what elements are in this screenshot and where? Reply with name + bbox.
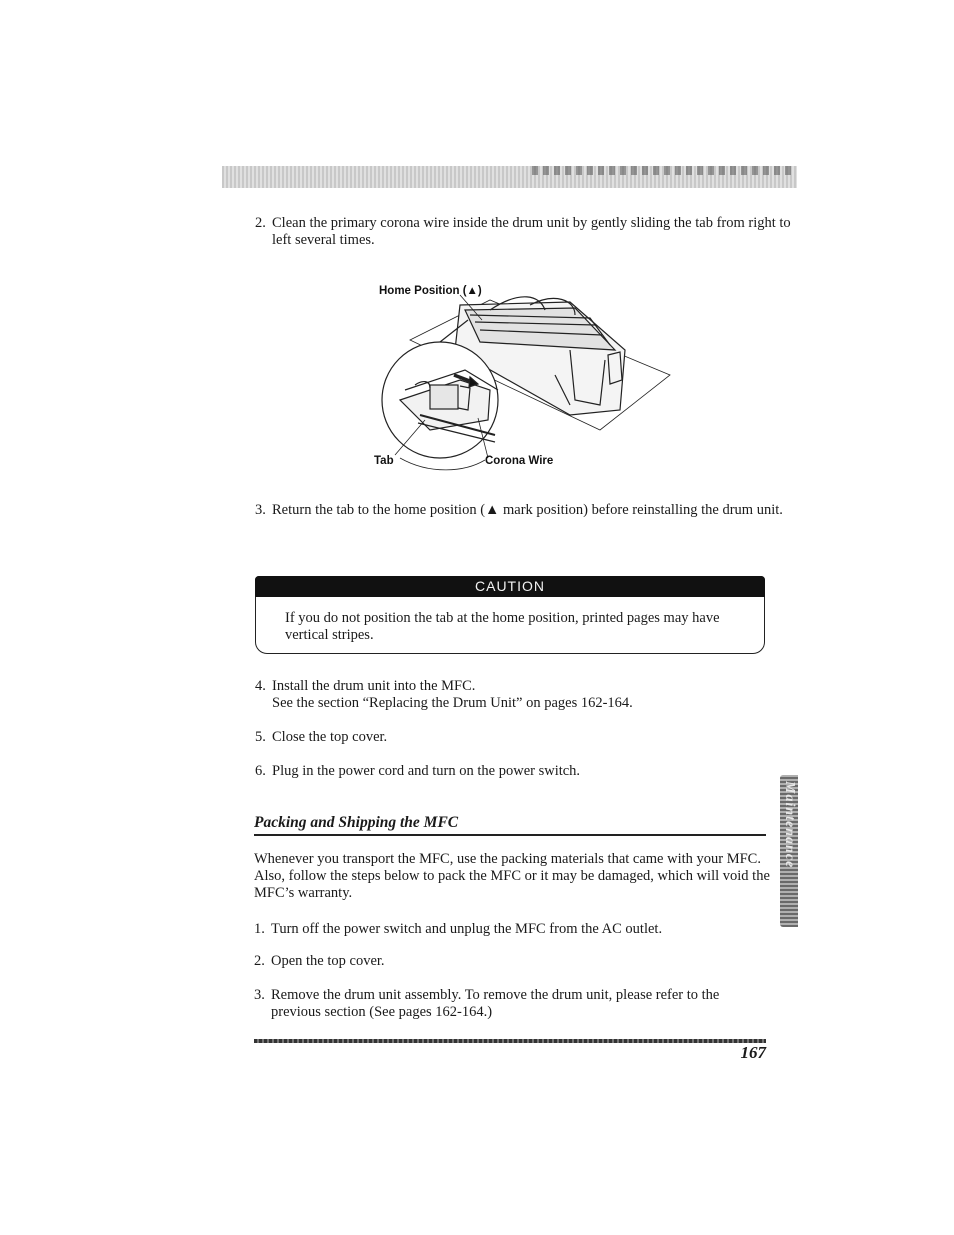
header-band bbox=[222, 166, 797, 188]
step-number: 5. bbox=[255, 729, 266, 745]
home-position-label: Home Position (▲) bbox=[379, 285, 482, 297]
step-number: 6. bbox=[255, 763, 266, 779]
step-number: 2. bbox=[255, 215, 266, 231]
tab-label: Tab bbox=[374, 455, 394, 467]
step-6-power-on bbox=[255, 763, 792, 780]
step-text: Turn off the power switch and unplug the MFC from the AC outlet. bbox=[271, 921, 663, 937]
pack-step-1 bbox=[254, 921, 791, 938]
step-text: Open the top cover. bbox=[271, 953, 385, 969]
section-rule bbox=[254, 834, 766, 836]
caution-text: If you do not position the tab at the home position, printed pages may have vertical stripes. bbox=[285, 610, 720, 643]
step-4-install-drum bbox=[255, 678, 792, 712]
step-text: Install the drum unit into the MFC. bbox=[272, 678, 476, 694]
pack-step-3 bbox=[254, 987, 769, 1021]
step-3-return-tab bbox=[255, 502, 792, 519]
section-intro: Whenever you transport the MFC, use the packing materials that came with your MFC. Also, follow the steps below to pack the MFC or it may be damaged, which will void the MFC’s warranty. bbox=[254, 851, 770, 901]
step-number: 4. bbox=[255, 678, 266, 694]
step-text: Return the tab to the home position (▲ mark position) before reinstalling the drum unit. bbox=[272, 502, 783, 518]
drum-unit-illustration bbox=[370, 280, 680, 475]
side-tab-label: Maintenance bbox=[782, 781, 797, 869]
corona-wire-label: Corona Wire bbox=[485, 455, 554, 467]
step-number: 2. bbox=[254, 953, 265, 969]
header-ink bbox=[532, 166, 792, 175]
section-title: Packing and Shipping the MFC bbox=[254, 814, 459, 831]
step-number: 3. bbox=[255, 502, 266, 518]
step-text: Remove the drum unit assembly. To remove the drum unit, please refer to the previous section (See pages 162-164.) bbox=[271, 987, 720, 1020]
drum-unit-figure bbox=[370, 280, 680, 475]
step-text: Plug in the power cord and turn on the power switch. bbox=[272, 763, 581, 779]
step-2-clean-wire bbox=[255, 215, 792, 249]
step-text: Close the top cover. bbox=[272, 729, 388, 745]
page-number: 167 bbox=[740, 1043, 766, 1062]
footer-rule bbox=[254, 1039, 766, 1043]
maintenance-side-tab bbox=[780, 775, 798, 927]
caution-title: CAUTION bbox=[255, 576, 765, 597]
pack-step-2 bbox=[254, 953, 791, 970]
step-text: Clean the primary corona wire inside the drum unit by gently sliding the tab from right to left several times. bbox=[272, 215, 791, 248]
step-number: 1. bbox=[254, 921, 265, 937]
step-subtext: See the section “Replacing the Drum Unit” on pages 162-164. bbox=[272, 695, 633, 711]
step-5-close-cover bbox=[255, 729, 792, 746]
step-number: 3. bbox=[254, 987, 265, 1003]
